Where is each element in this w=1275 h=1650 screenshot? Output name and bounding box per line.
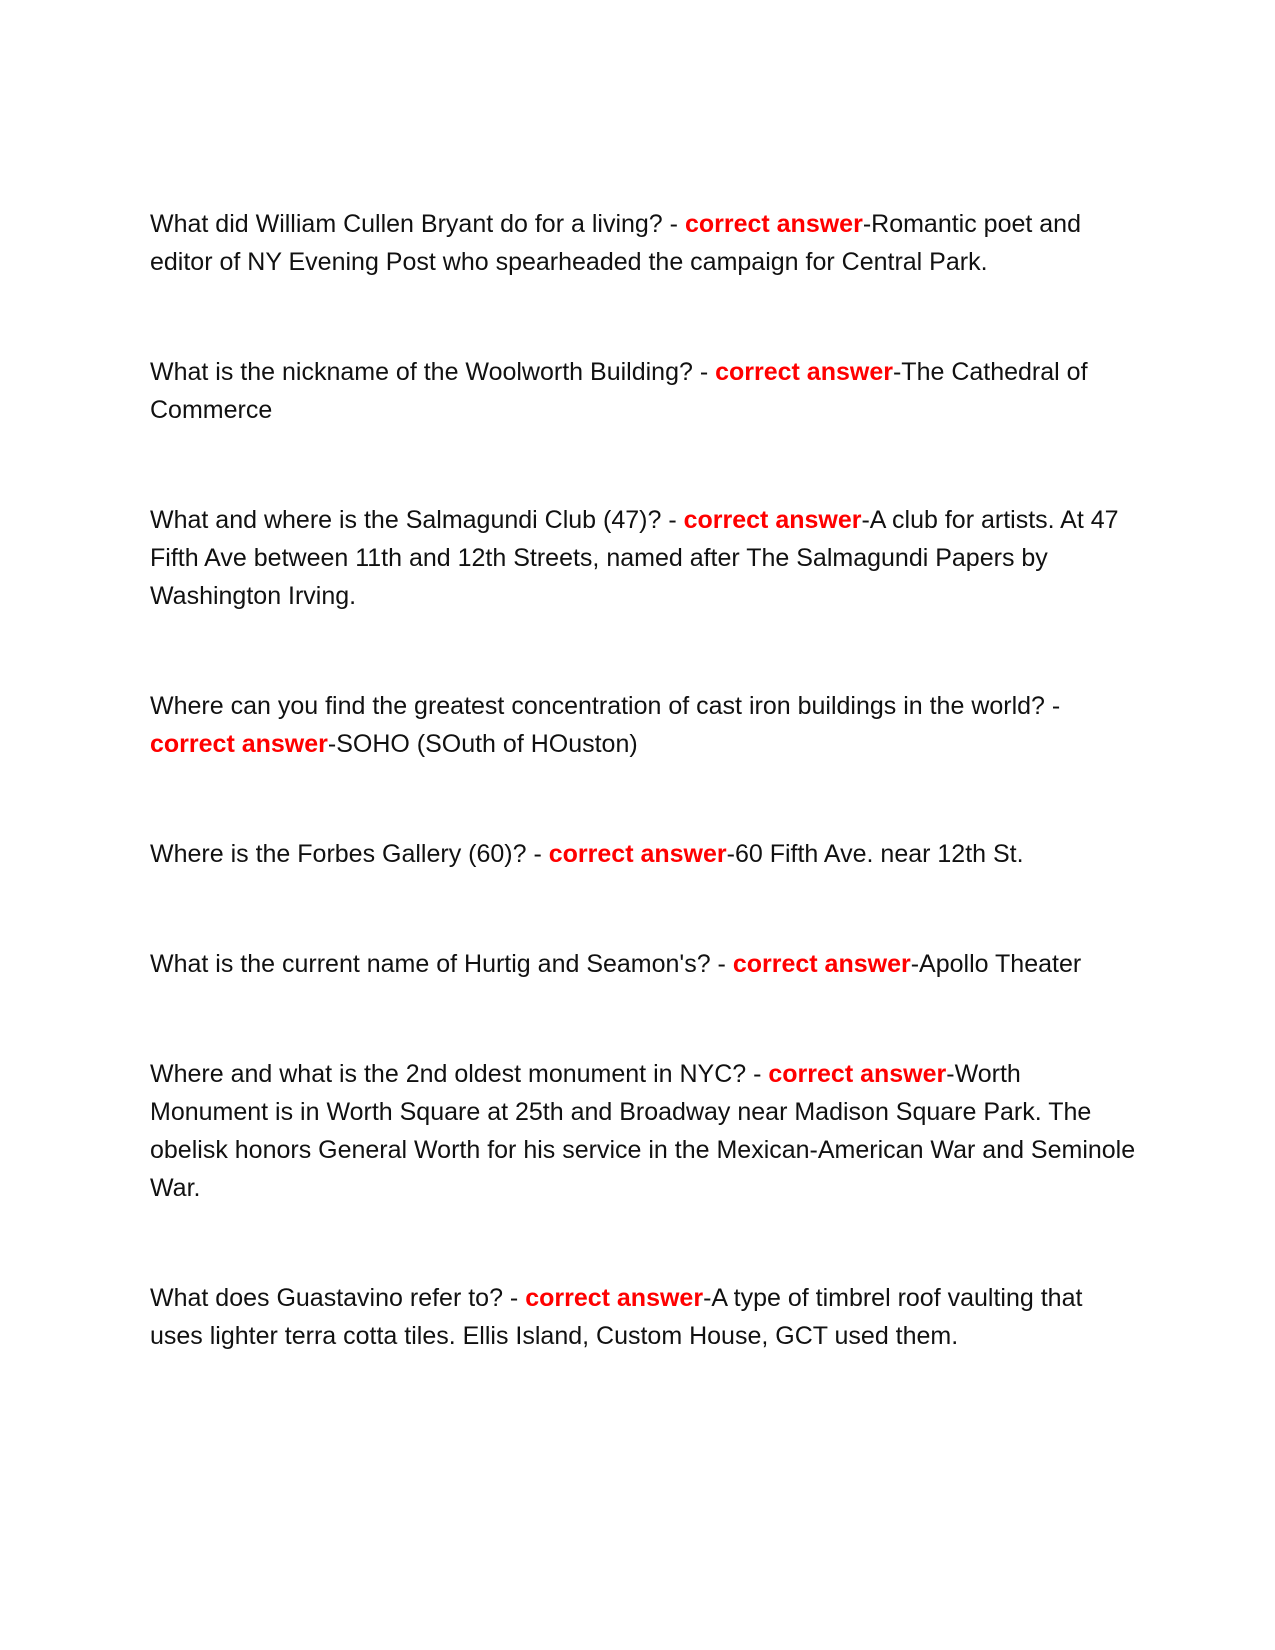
answer-text: -SOHO (SOuth of HOuston) <box>327 730 638 758</box>
answer-text: -Apollo Theater <box>910 950 1082 978</box>
question-text: What and where is the Salmagundi Club (47)? - <box>150 506 684 534</box>
qa-item <box>150 501 1140 615</box>
qa-item <box>150 205 1140 281</box>
question-text: Where can you find the greatest concentration of cast iron buildings in the world? - <box>150 692 1061 720</box>
qa-item <box>150 687 1140 763</box>
answer-text: -Worth Monument is in Worth Square at 25th and Broadway near Madison Square Park. The obelisk honors General Worth for his service in the Mexican-American War and Seminole War. <box>150 1060 1136 1202</box>
qa-item <box>150 1055 1140 1207</box>
answer-label: correct answer <box>683 506 862 534</box>
answer-label: correct answer <box>525 1284 704 1312</box>
answer-text: -A club for artists. At 47 Fifth Ave between 11th and 12th Streets, named after The Salmagundi Papers by Washington Irving. <box>150 506 1119 610</box>
answer-text: -A type of timbrel roof vaulting that uses lighter terra cotta tiles. Ellis Island, Custom House, GCT used them. <box>150 1284 1083 1350</box>
qa-item <box>150 945 1140 983</box>
question-text: What is the current name of Hurtig and Seamon's? - <box>150 950 733 978</box>
answer-text: -60 Fifth Ave. near 12th St. <box>726 840 1024 868</box>
qa-item <box>150 1279 1140 1355</box>
question-text: What does Guastavino refer to? - <box>150 1284 526 1312</box>
question-text: What is the nickname of the Woolworth Building? - <box>150 358 716 386</box>
answer-text: -The Cathedral of Commerce <box>150 358 1088 424</box>
qa-item <box>150 353 1140 429</box>
question-text: What did William Cullen Bryant do for a living? - <box>150 210 685 238</box>
answer-label: correct answer <box>768 1060 947 1088</box>
answer-text: -Romantic poet and editor of NY Evening Post who spearheaded the campaign for Central Park. <box>150 210 1081 276</box>
answer-label: correct answer <box>684 210 863 238</box>
answer-label: correct answer <box>732 950 911 978</box>
answer-label: correct answer <box>715 358 893 386</box>
qa-list <box>150 205 1140 1427</box>
answer-label: correct answer <box>150 730 328 758</box>
answer-label: correct answer <box>548 840 727 868</box>
qa-item <box>150 835 1140 873</box>
question-text: Where is the Forbes Gallery (60)? - <box>150 840 549 868</box>
question-text: Where and what is the 2nd oldest monument in NYC? - <box>150 1060 769 1088</box>
